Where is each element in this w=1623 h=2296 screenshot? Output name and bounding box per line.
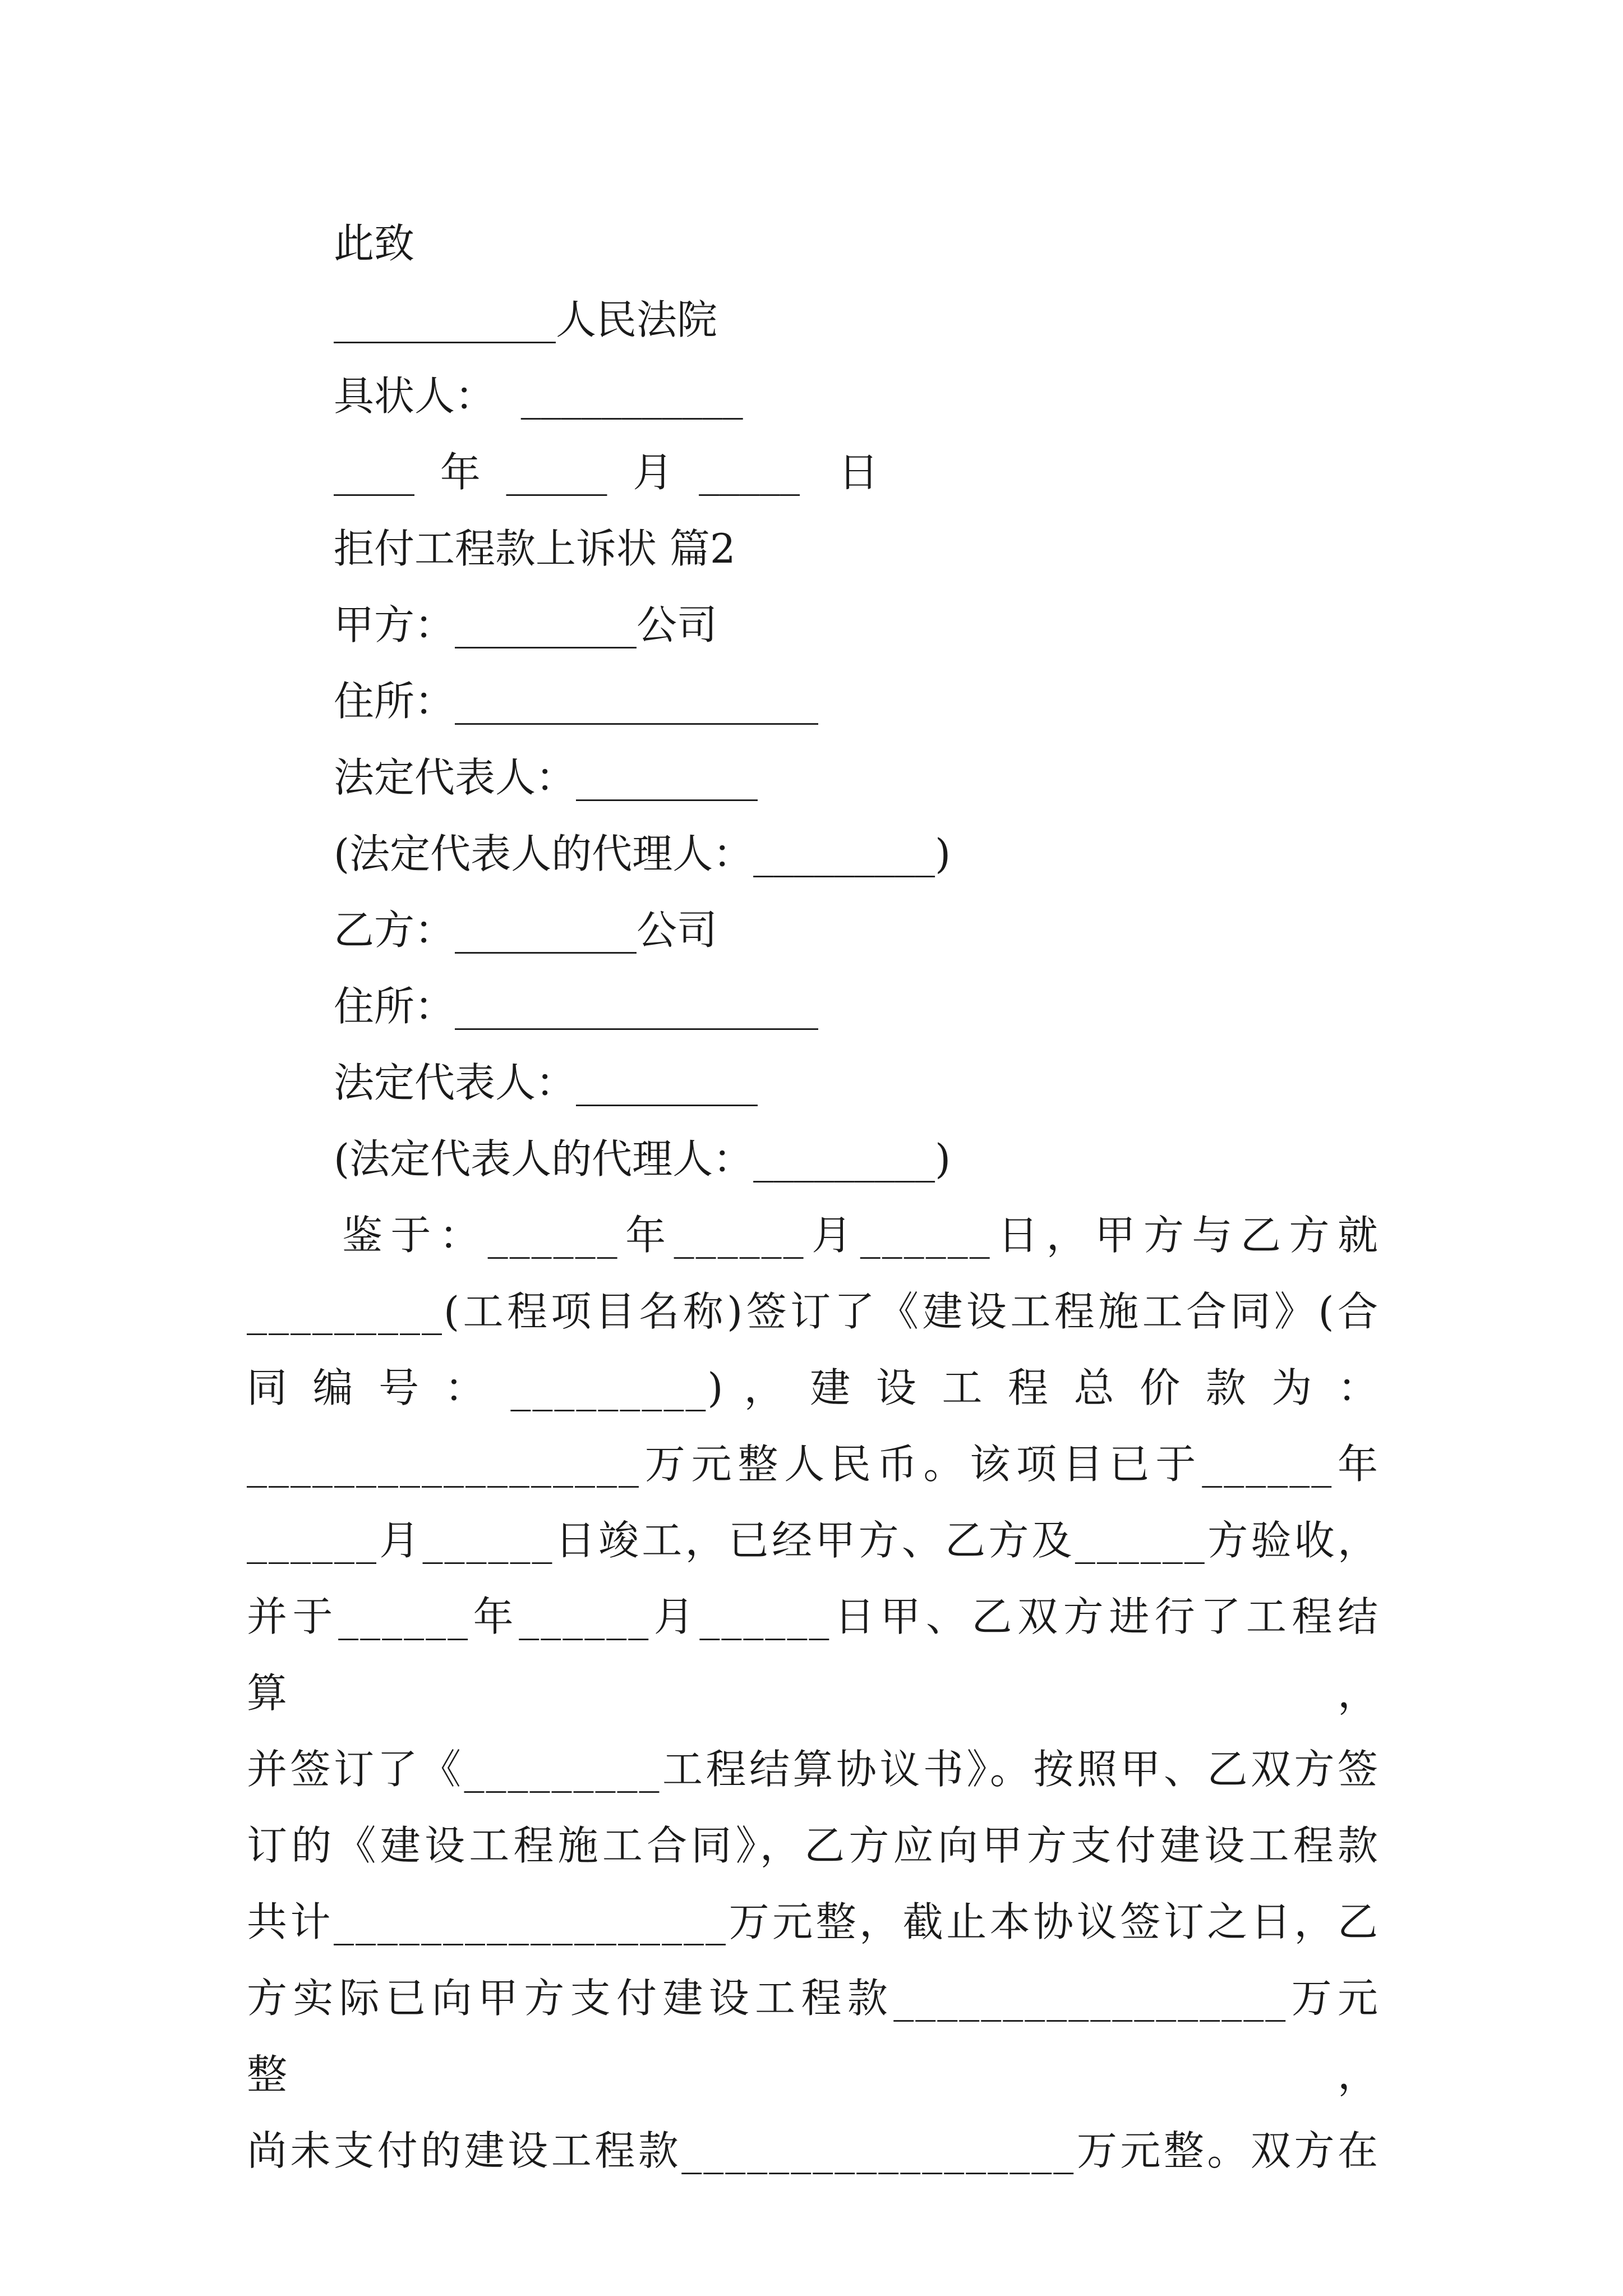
party-a-legal-rep: 法定代表人：_________ <box>334 754 758 801</box>
body-line: 并签订了《_________工程结算协议书》。按照甲、乙双方签 <box>247 1746 1380 1793</box>
party-b-agent: (法定代表人的代理人：_________) <box>334 1135 951 1182</box>
body-line: 订的《建设工程施工合同》，乙方应向甲方支付建设工程款 <box>247 1822 1380 1869</box>
party-b-address: 住所：__________________ <box>334 983 819 1030</box>
party-a-name: 甲方：_________公司 <box>334 601 718 648</box>
party-a-agent: (法定代表人的代理人：_________) <box>334 830 951 877</box>
date-line: ____ 年 _____ 月 _____ 日 <box>334 449 879 496</box>
court-line: ___________人民法院 <box>334 296 718 343</box>
body-line: 共计__________________万元整，截止本协议签订之日，乙 <box>247 1898 1380 1945</box>
party-b-legal-rep: 法定代表人：_________ <box>334 1059 758 1106</box>
plaintiff-line: 具状人： ___________ <box>334 372 743 420</box>
body-paragraph <box>247 1197 1380 2189</box>
body-line: 并于______年______月______日甲、乙双方进行了工程结算， <box>247 1593 1380 1717</box>
party-a-address: 住所：__________________ <box>334 678 819 725</box>
body-line: 同 编 号 ： _________) ， 建 设 工 程 总 价 款 为 ： <box>247 1364 1380 1411</box>
body-line: 尚未支付的建设工程款__________________万元整。双方在 <box>247 2127 1380 2174</box>
body-line: _________(工程项目名称)签订了《建设工程施工合同》(合 <box>247 1288 1380 1335</box>
body-line: 鉴于：______年______月______日，甲方与乙方就 <box>342 1212 1380 1259</box>
party-b-name: 乙方：_________公司 <box>334 907 718 954</box>
section-title: 拒付工程款上诉状 篇2 <box>334 525 736 572</box>
body-line: __________________万元整人民币。该项目已于______年 <box>247 1441 1380 1488</box>
body-line: 方实际已向甲方支付建设工程款__________________万元整， <box>247 1975 1380 2098</box>
body-line: ______月______日竣工，已经甲方、乙方及______方验收， <box>247 1517 1380 1564</box>
salutation: 此致 <box>334 220 415 267</box>
